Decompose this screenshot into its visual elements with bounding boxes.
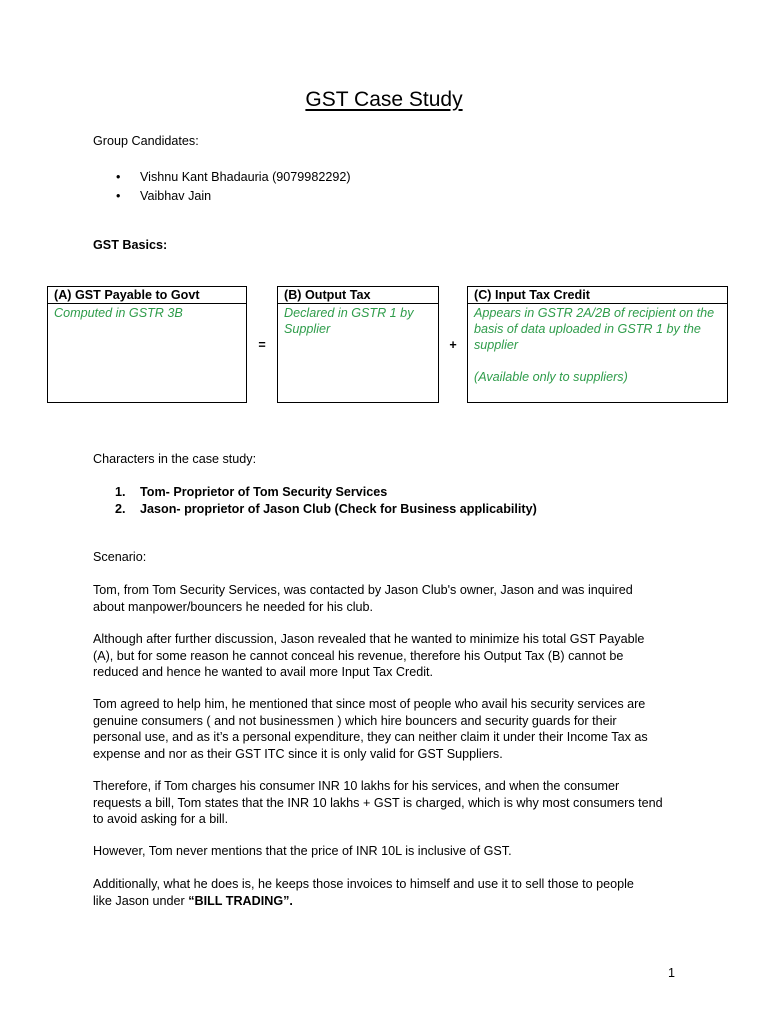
- equals-operator: =: [247, 287, 278, 403]
- page-title: GST Case Study: [305, 88, 463, 111]
- paragraph: Tom agreed to help him, he mentioned that since most of people who avail his security services are genuine consumers ( and not businessmen ) which hire bouncers and security guards for their personal use, and as it’s a personal expenditure, they can neither claim it under their Income Tax as expense and nor as their GST ITC since it is only valid for GST Suppliers.: [93, 697, 648, 761]
- gst-basics-table: [47, 286, 728, 403]
- list-number: 2.: [115, 502, 126, 516]
- gst-basics-label: GST Basics:: [93, 238, 168, 252]
- candidate-item: Vishnu Kant Bhadauria (9079982292): [140, 170, 351, 184]
- paragraph: Although after further discussion, Jason revealed that he wanted to minimize his total GST Payable (A), but for some reason he cannot conceal his revenue, therefore his Output Tax (B) cannot be reduced and hence he wanted to avail more Input Tax Credit.: [93, 632, 645, 679]
- col-c-note: (Available only to suppliers): [474, 370, 628, 384]
- col-c-body: Appears in GSTR 2A/2B of recipient on the basis of data uploaded in GSTR 1 by the supplier (Available only to suppliers): [468, 304, 728, 403]
- character-item: Tom- Proprietor of Tom Security Services: [140, 485, 388, 499]
- paragraph: Additionally, what he does is, he keeps those invoices to himself and use it to sell those to people like Jason under “BILL TRADING”.: [93, 877, 634, 908]
- col-c-header: (C) Input Tax Credit: [468, 287, 728, 304]
- paragraph: Tom, from Tom Security Services, was contacted by Jason Club's owner, Jason and was inquired about manpower/bouncers he needed for his club.: [93, 583, 633, 614]
- col-a-header: (A) GST Payable to Govt: [48, 287, 247, 304]
- bill-trading-term: “BILL TRADING”.: [188, 893, 293, 908]
- group-candidates-label: Group Candidates:: [93, 134, 199, 148]
- list-number: 1.: [115, 485, 126, 499]
- col-b-header: (B) Output Tax: [278, 287, 439, 304]
- paragraph: Therefore, if Tom charges his consumer INR 10 lakhs for his services, and when the consumer requests a bill, Tom states that the INR 10 lakhs + GST is charged, which is why most consumers tend to avoid asking for a bill.: [93, 779, 663, 826]
- page-number: 1: [668, 966, 676, 980]
- characters-label: Characters in the case study:: [93, 452, 257, 466]
- paragraph: However, Tom never mentions that the price of INR 10L is inclusive of GST.: [93, 844, 512, 858]
- character-item: Jason- proprietor of Jason Club (Check for Business applicability): [140, 502, 537, 516]
- plus-operator: +: [439, 287, 468, 403]
- scenario-label: Scenario:: [93, 550, 147, 564]
- candidate-item: Vaibhav Jain: [140, 189, 212, 203]
- bullet-icon: •: [116, 189, 121, 203]
- col-a-body: Computed in GSTR 3B: [48, 304, 247, 403]
- bullet-icon: •: [116, 170, 121, 184]
- col-b-body: Declared in GSTR 1 by Supplier: [278, 304, 439, 403]
